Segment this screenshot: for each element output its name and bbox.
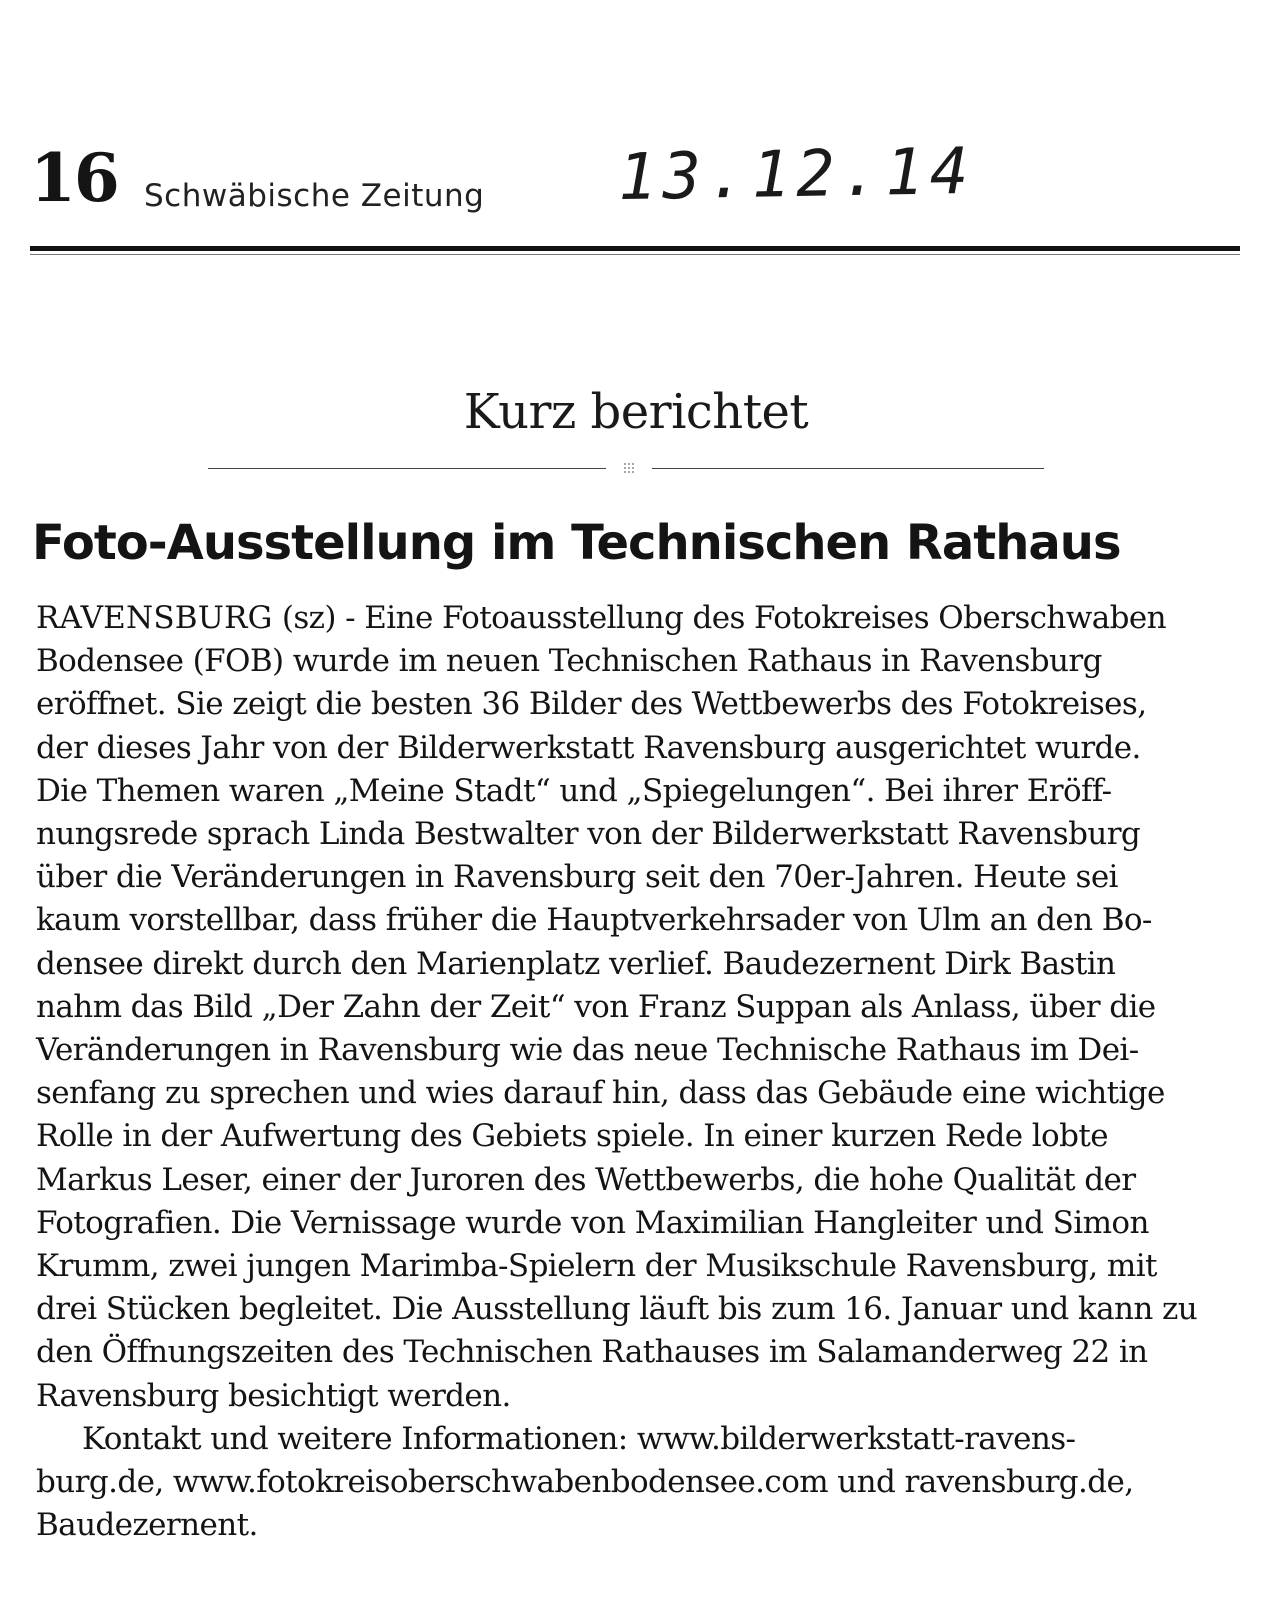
article-line: über die Veränderungen in Ravensburg seit den 70er-Jahren. Heute sei [36, 859, 1118, 896]
article-line: Krumm, zwei jungen Marimba-Spielern der Musikschule Ravensburg, mit [36, 1248, 1157, 1285]
masthead-rule-thin [30, 254, 1240, 255]
article-line: Rolle in der Aufwertung des Gebiets spiele. In einer kurzen Rede lobte [36, 1118, 1108, 1155]
masthead-rule [30, 246, 1240, 251]
article-line: densee direkt durch den Marienplatz verlief. Baudezernent Dirk Bastin [36, 945, 1116, 982]
article-line: Die Themen waren „Meine Stadt“ und „Spiegelungen“. Bei ihrer Eröff- [36, 772, 1112, 809]
article-line: Markus Leser, einer der Juroren des Wettbewerbs, die hohe Qualität der [36, 1161, 1136, 1198]
article-line: nahm das Bild „Der Zahn der Zeit“ von Franz Suppan als Anlass, über die [36, 988, 1156, 1025]
contact-line: Kontakt und weitere Informationen: www.bilderwerkstatt-ravens- [82, 1420, 1076, 1457]
contact-line: burg.de, www.fotokreisoberschwabenbodensee.com und ravensburg.de, [36, 1464, 1134, 1501]
ornament-dot [623, 462, 635, 474]
article-headline: Foto-Ausstellung im Technischen Rathaus [32, 515, 1121, 571]
article-line: senfang zu sprechen und wies darauf hin, dass das Gebäude eine wichtige [36, 1075, 1165, 1112]
article-line: der dieses Jahr von der Bilderwerkstatt Ravensburg ausgerichtet wurde. [36, 729, 1141, 766]
ornament-line-left [208, 468, 606, 469]
contact-line: Baudezernent. [36, 1507, 258, 1544]
handwritten-date: 13.12.14 [617, 134, 975, 216]
article-line: Fotografien. Die Vernissage wurde von Maximilian Hangleiter und Simon [36, 1204, 1149, 1241]
dateline: RAVENSBURG [36, 600, 273, 636]
page-number: 16 [30, 139, 118, 217]
article-line: Veränderungen in Ravensburg wie das neue Technische Rathaus im Dei- [36, 1032, 1139, 1069]
article-line: Bodensee (FOB) wurde im neuen Technischen Rathaus in Ravensburg [36, 643, 1102, 680]
publication-name: Schwäbische Zeitung [144, 178, 485, 214]
article-line: den Öffnungszeiten des Technischen Rathauses im Salamanderweg 22 in [36, 1334, 1148, 1371]
article-line: eröffnet. Sie zeigt die besten 36 Bilder des Wettbewerbs des Fotokreises, [36, 686, 1147, 723]
article-body [36, 597, 1241, 1547]
article-first-line [36, 597, 1241, 640]
first-line-text: (sz) - Eine Fotoausstellung des Fotokreises Oberschwaben [272, 600, 1166, 636]
article-line: kaum vorstellbar, dass früher die Hauptverkehrsader von Ulm an den Bo- [36, 902, 1152, 939]
article-line: Ravensburg besichtigt werden. [36, 1377, 511, 1414]
article-line: drei Stücken begleitet. Die Ausstellung läuft bis zum 16. Januar und kann zu [36, 1291, 1198, 1328]
section-title: Kurz berichtet [463, 384, 809, 440]
ornament-line-right [652, 468, 1044, 469]
article-line: nungsrede sprach Linda Bestwalter von der Bilderwerkstatt Ravensburg [36, 816, 1141, 853]
masthead [30, 128, 1240, 228]
